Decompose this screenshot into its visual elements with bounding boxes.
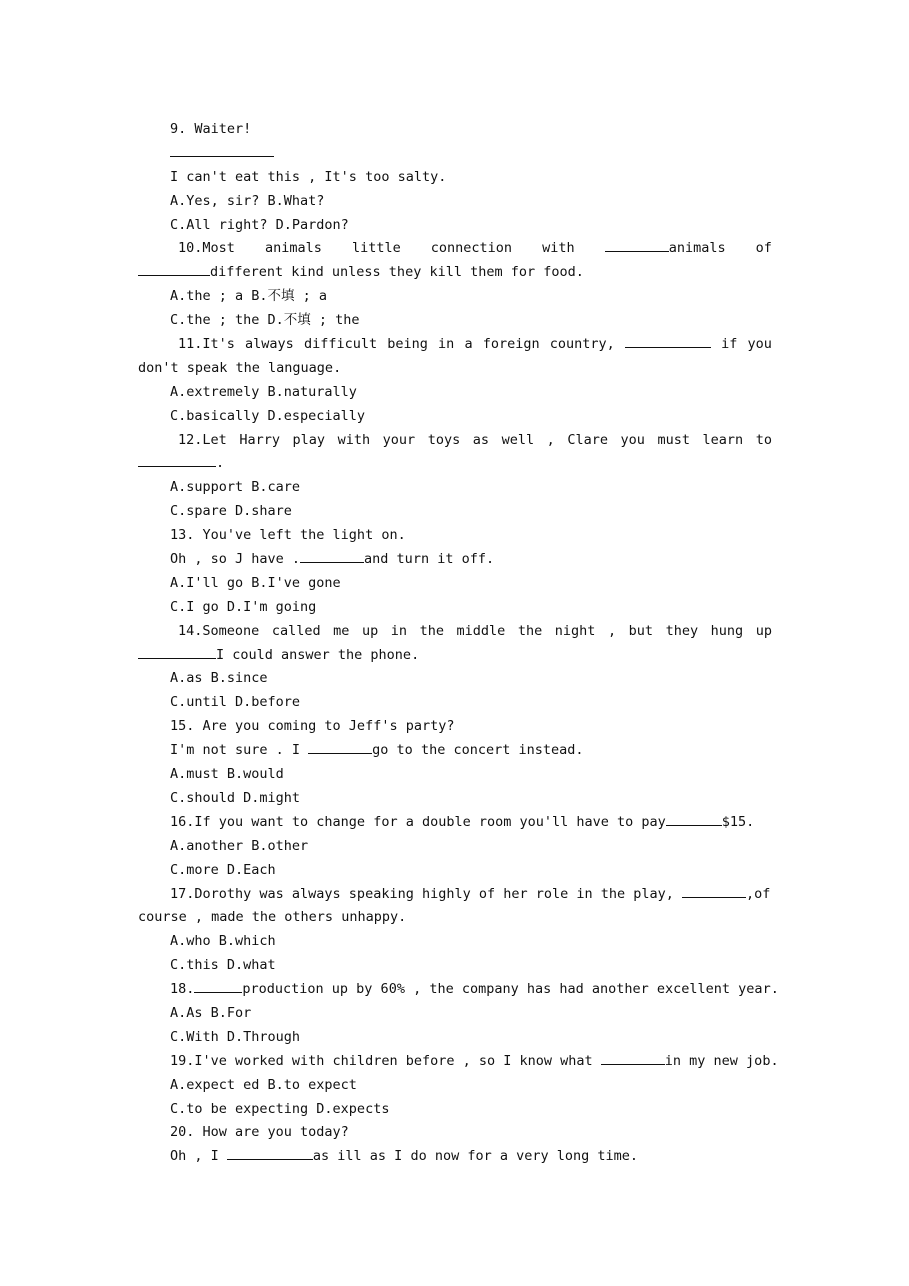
q13-reply: Oh , so J have . and turn it off. (138, 548, 772, 572)
q15-option-ab: A.must B.would (170, 766, 284, 783)
q19-stem: 19.I've worked with children before , so I know what in my new job. (138, 1050, 772, 1074)
q10-stem-line2: different kind unless they kill them for food. (138, 261, 772, 285)
q12-option-ab: A.support B.care (170, 479, 301, 496)
q15-option-cd: C.should D.might (170, 789, 301, 806)
q9-answer-blank (138, 142, 772, 166)
q10-stem-line1: 10.Most animals little connection with animals of (138, 237, 772, 261)
q12-option-cd: C.spare D.share (170, 503, 292, 520)
q17-option-cd: C.this D.what (170, 957, 276, 974)
q14-option-cd: C.until D.before (170, 694, 301, 711)
q9-option-ab: A.Yes, sir? B.What? (170, 192, 325, 209)
q12-stem-line1: 12.Let Harry play with your toys as well , Clare you must learn to (178, 431, 772, 448)
q20-reply: Oh , I as ill as I do now for a very long time. (138, 1145, 772, 1169)
q18-option-ab: A.As B.For (170, 1004, 252, 1021)
q13-option-ab: A.I'll go B.I've gone (170, 574, 341, 591)
q10-option-ab: A.the ; a B.不填 ; a (170, 288, 328, 305)
q13-option-cd: C.I go D.I'm going (170, 598, 317, 615)
q11-option-ab: A.extremely B.naturally (170, 383, 357, 400)
q16-stem: 16.If you want to change for a double room you'll have to pay $15. (138, 811, 772, 835)
q13-stem: 13. You've left the light on. (170, 527, 406, 544)
q14-stem-line1: 14.Someone called me up in the middle the night , but they hung up (178, 622, 772, 639)
q14-stem-line2: I could answer the phone. (138, 644, 772, 668)
q18-option-cd: C.With D.Through (170, 1028, 301, 1045)
q17-stem-line2: course , made the others unhappy. (138, 909, 407, 926)
q11-stem-line1: 11.It's always difficult being in a foreign country, if you (138, 333, 772, 357)
q15-reply: I'm not sure . I go to the concert instead. (138, 739, 772, 763)
q20-stem: 20. How are you today? (170, 1124, 349, 1141)
q10-option-cd: C.the ; the D.不填 ; the (170, 312, 360, 329)
q9-stem: 9. Waiter! (170, 121, 252, 137)
q18-stem: 18. production up by 60% , the company has had another excellent year. (138, 978, 772, 1002)
q14-option-ab: A.as B.since (170, 670, 268, 687)
q17-option-ab: A.who B.which (170, 933, 276, 950)
q19-option-cd: C.to be expecting D.expects (170, 1100, 390, 1117)
q17-stem-line1: 17.Dorothy was always speaking highly of her role in the play, ,of (138, 883, 772, 907)
q19-option-ab: A.expect ed B.to expect (170, 1076, 357, 1093)
q9-option-cd: C.All right? D.Pardon? (170, 216, 349, 233)
q11-option-cd: C.basically D.especially (170, 407, 366, 424)
exam-page (138, 118, 779, 1169)
q12-stem-line2: . (138, 452, 772, 476)
q11-stem-line2: don't speak the language. (138, 359, 342, 376)
q16-option-ab: A.another B.other (170, 837, 309, 854)
q16-option-cd: C.more D.Each (170, 861, 276, 878)
q9-reply: I can't eat this , It's too salty. (170, 168, 447, 185)
q15-stem: 15. Are you coming to Jeff's party? (170, 718, 455, 735)
